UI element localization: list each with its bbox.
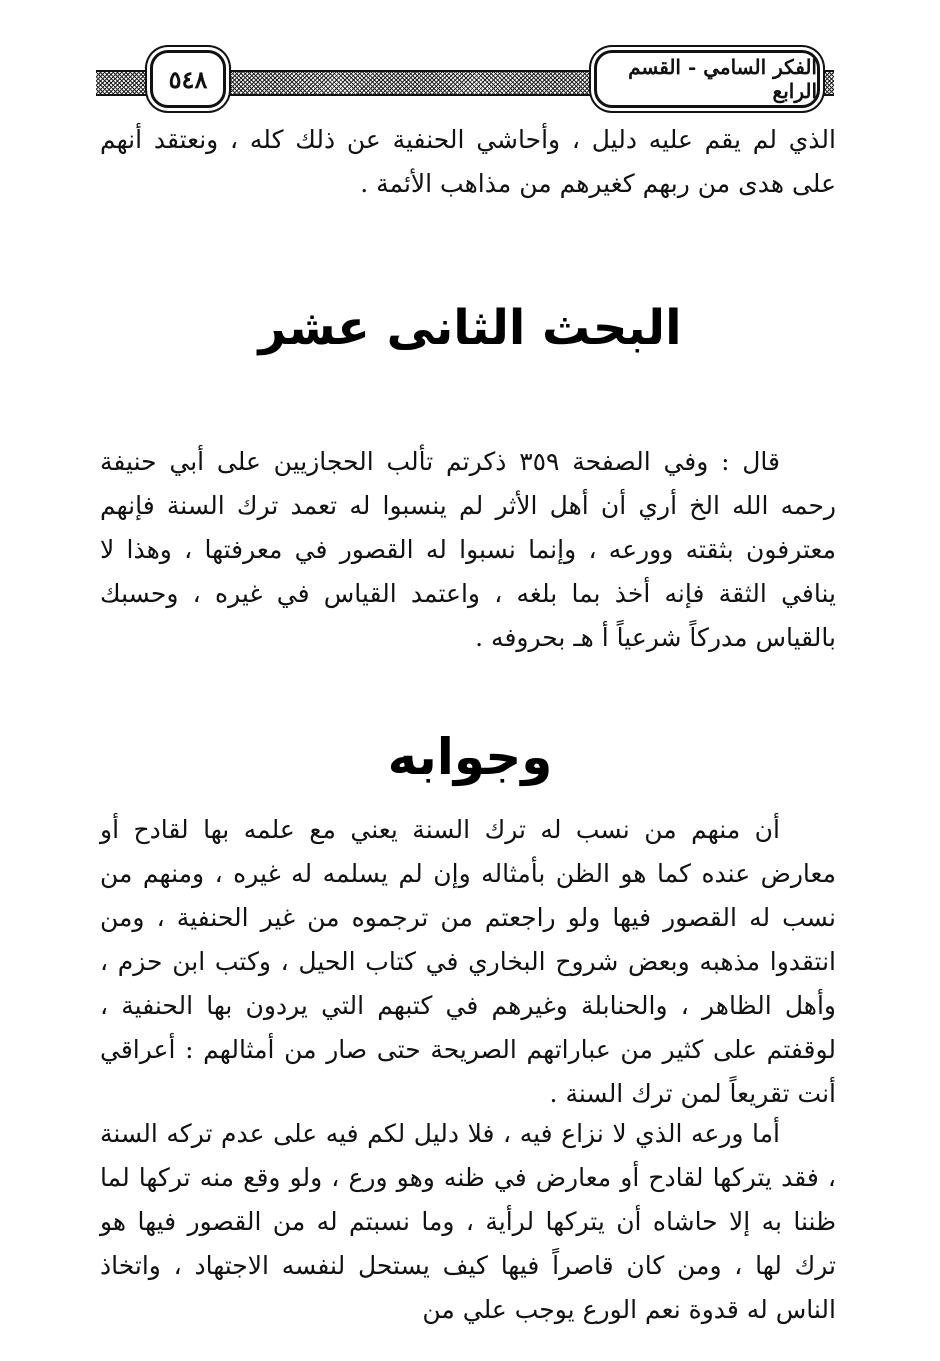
header-ornament-left: [96, 70, 156, 96]
answer-paragraph-1: [100, 808, 836, 1116]
answer-paragraph-2: [100, 1112, 836, 1332]
section-heading: البحث الثانى عشر: [258, 300, 682, 356]
answer-paragraph-2-text: أما ورعه الذي لا نزاع فيه ، فلا دليل لكم فيه على عدم تركه السنة ، فقد يتركها لقادح أو معارض في ظنه وهو ورع ، ولو وقع منه تركها لما ظننا به إلا حاشاه أن يتركها لرأية ، وما نسبتم له من القصور فيها هو ترك لها ، ومن كان قاصراً فيها كيف يستحل لنفسه الاجتهاد ، واتخاذ الناس له قدوة نعم الورع يوجب علي من: [100, 1119, 836, 1324]
header-ornament-middle: [214, 70, 599, 96]
page-number: ٥٤٨: [150, 50, 226, 108]
intro-paragraph: [100, 118, 836, 206]
quote-paragraph-text: قال : وفي الصفحة ٣٥٩ ذكرتم تألب الحجازيين على أبي حنيفة رحمه الله الخ أري أن أهل الأثر لم ينسبوا له تعمد ترك السنة فإنهم معترفون بثقته وورعه ، وإنما نسبوا له القصور في معرفتها ، وهذا لا ينافي الثقة فإنه أخذ بما بلغه ، واعتمد القياس في غيره ، وحسبك بالقياس مدركاً شرعياً أ هـ بحروفه .: [100, 447, 836, 652]
running-title: الفكر السامي - القسم الرابع: [594, 50, 820, 108]
quote-paragraph: [100, 440, 836, 660]
answer-paragraph-1-text: أن منهم من نسب له ترك السنة يعني مع علمه بها لقادح أو معارض عنده كما هو الظن بأمثاله وإن لم يسلمه له غيره ، ومنهم من نسب له القصور فيها ولو راجعتم من ترجموه من غير الحنفية ، ومن انتقدوا مذهبه وبعض شروح البخاري في كتاب الحيل ، وكتب ابن حزم ، وأهل الظاهر ، والحنابلة وغيرهم في كتبهم التي يردون بها الحنفية ، لوقفتم على كثير من عباراتهم الصريحة حتى صار من أمثالهم : أعراقي أنت تقريعاً لمن ترك السنة .: [100, 815, 836, 1108]
answer-heading: وجوابه: [387, 728, 553, 786]
intro-paragraph-text: الذي لم يقم عليه دليل ، وأحاشي الحنفية عن ذلك كله ، ونعتقد أنهم على هدى من ربهم كغيرهم من مذاهب الأئمة .: [100, 125, 836, 198]
